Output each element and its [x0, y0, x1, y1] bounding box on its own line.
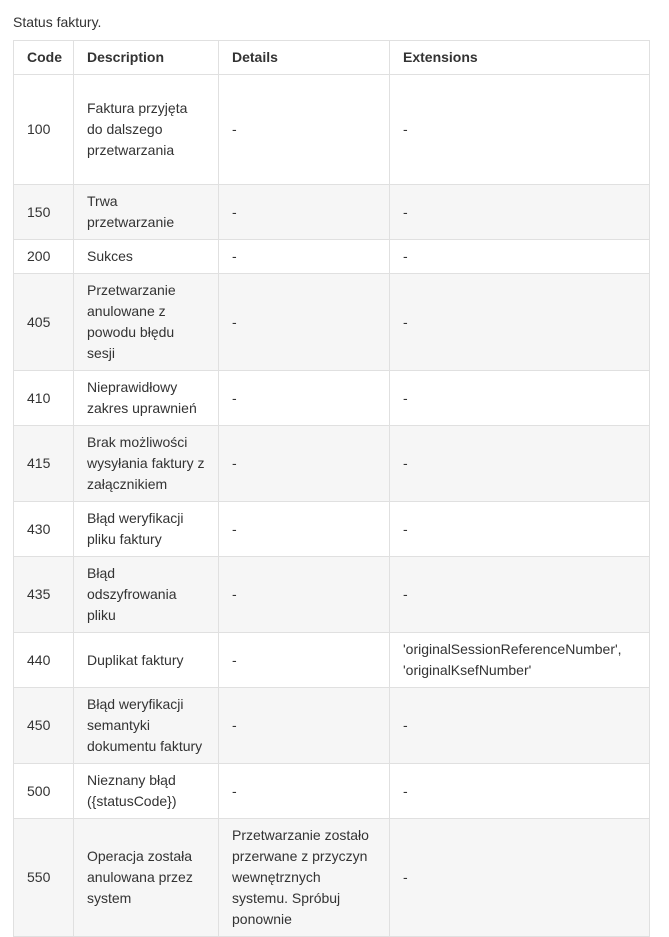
- cell-description: Błąd weryfikacji pliku faktury: [74, 502, 219, 557]
- cell-extensions: -: [390, 688, 650, 764]
- cell-code: 450: [14, 688, 74, 764]
- cell-description: Trwa przetwarzanie: [74, 185, 219, 240]
- cell-extensions: -: [390, 274, 650, 371]
- cell-details: -: [219, 764, 390, 819]
- cell-details: -: [219, 633, 390, 688]
- cell-code: 200: [14, 240, 74, 274]
- table-row: [14, 240, 650, 274]
- table-row: [14, 764, 650, 819]
- cell-code: 435: [14, 557, 74, 633]
- table-row: [14, 502, 650, 557]
- cell-extensions: -: [390, 185, 650, 240]
- cell-extensions: -: [390, 502, 650, 557]
- cell-details: -: [219, 274, 390, 371]
- cell-code: 405: [14, 274, 74, 371]
- table-row: [14, 557, 650, 633]
- table-row: [14, 75, 650, 185]
- cell-description: Faktura przyjęta do dalszego przetwarzania: [74, 75, 219, 185]
- cell-code: 410: [14, 371, 74, 426]
- cell-extensions: -: [390, 764, 650, 819]
- cell-details: -: [219, 426, 390, 502]
- cell-details: -: [219, 557, 390, 633]
- table-row: [14, 371, 650, 426]
- table-row: [14, 185, 650, 240]
- status-table: [13, 40, 650, 937]
- cell-description: Sukces: [74, 240, 219, 274]
- cell-extensions: -: [390, 75, 650, 185]
- cell-description: Błąd odszyfrowania pliku: [74, 557, 219, 633]
- cell-code: 100: [14, 75, 74, 185]
- table-row: [14, 426, 650, 502]
- cell-extensions: -: [390, 371, 650, 426]
- cell-extensions: -: [390, 240, 650, 274]
- cell-details: -: [219, 240, 390, 274]
- table-body: [14, 75, 650, 937]
- cell-extensions: 'originalSessionReferenceNumber', 'originalKsefNumber': [390, 633, 650, 688]
- table-row: [14, 819, 650, 937]
- cell-description: Brak możliwości wysyłania faktury z załącznikiem: [74, 426, 219, 502]
- cell-extensions: -: [390, 819, 650, 937]
- table-header: [14, 41, 650, 75]
- cell-description: Przetwarzanie anulowane z powodu błędu sesji: [74, 274, 219, 371]
- intro-text: Status faktury.: [13, 14, 102, 30]
- cell-details: -: [219, 185, 390, 240]
- cell-extensions: -: [390, 557, 650, 633]
- cell-code: 500: [14, 764, 74, 819]
- header-description: Description: [74, 41, 219, 75]
- table-row: [14, 274, 650, 371]
- header-extensions: Extensions: [390, 41, 650, 75]
- cell-description: Operacja została anulowana przez system: [74, 819, 219, 937]
- cell-details: -: [219, 688, 390, 764]
- cell-code: 440: [14, 633, 74, 688]
- cell-code: 430: [14, 502, 74, 557]
- cell-code: 550: [14, 819, 74, 937]
- table-row: [14, 633, 650, 688]
- cell-description: Nieprawidłowy zakres uprawnień: [74, 371, 219, 426]
- header-row: [14, 41, 650, 75]
- cell-code: 150: [14, 185, 74, 240]
- cell-extensions: -: [390, 426, 650, 502]
- cell-code: 415: [14, 426, 74, 502]
- header-code: Code: [14, 41, 74, 75]
- cell-description: Nieznany błąd ({statusCode}): [74, 764, 219, 819]
- cell-description: Błąd weryfikacji semantyki dokumentu faktury: [74, 688, 219, 764]
- table-row: [14, 688, 650, 764]
- cell-description: Duplikat faktury: [74, 633, 219, 688]
- cell-details: -: [219, 75, 390, 185]
- cell-details: Przetwarzanie zostało przerwane z przyczyn wewnętrznych systemu. Spróbuj ponownie: [219, 819, 390, 937]
- cell-details: -: [219, 371, 390, 426]
- header-details: Details: [219, 41, 390, 75]
- cell-details: -: [219, 502, 390, 557]
